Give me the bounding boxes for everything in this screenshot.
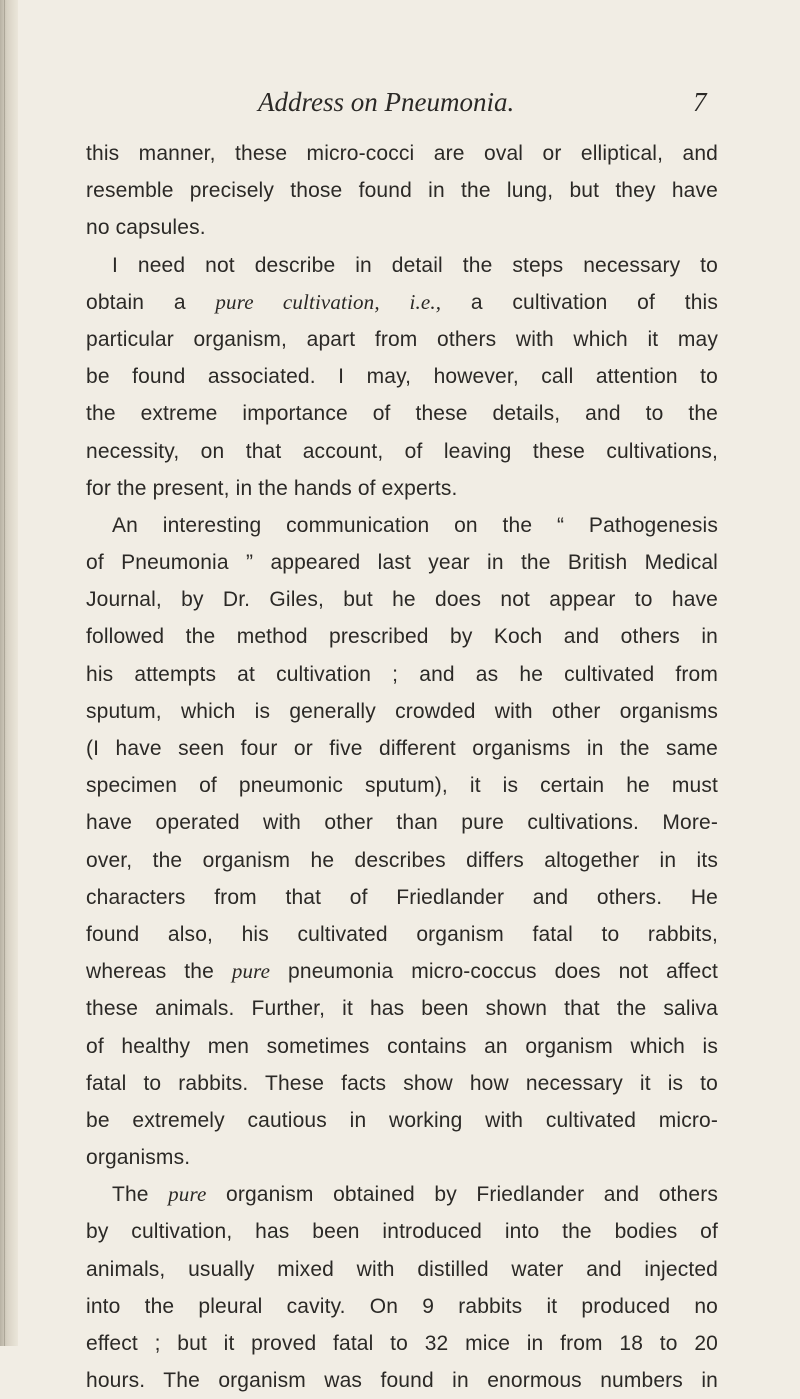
text-line: this manner, these micro-cocci are oval or elliptical, and <box>86 142 718 165</box>
text-line: An interesting communication on the “ Pathogenesis <box>112 513 718 537</box>
text-fragment: a cultivation of this <box>441 290 718 314</box>
italic-text: pure <box>168 1182 207 1207</box>
body-text <box>86 135 718 1399</box>
text-line: Journal, by Dr. Giles, but he does not appear to have <box>86 588 718 612</box>
text-fragment: pneumonia micro-coccus does not affect <box>270 960 718 984</box>
text-line <box>86 284 718 321</box>
text-line: his attempts at cultivation ; and as he cultivated from <box>86 662 718 686</box>
text-line: by cultivation, has been introduced into the bodies of <box>86 1220 718 1244</box>
italic-text: pure <box>231 959 271 984</box>
text-line: be extremely cautious in working with cultivated micro- <box>86 1108 718 1132</box>
text-line: I need not describe in detail the steps necessary to <box>112 253 718 277</box>
text-line: the extreme importance of these details, and to the <box>86 402 718 426</box>
text-fragment: organism obtained by Friedlander and others <box>206 1183 718 1207</box>
text-line: of Pneumonia ” appeared last year in the British Medical <box>86 551 718 575</box>
text-line: characters from that of Friedlander and others. He <box>86 885 718 909</box>
text-line: necessity, on that account, of leaving these cultivations, <box>86 439 718 463</box>
text-line: found also, his cultivated organism fatal to rabbits, <box>86 922 718 946</box>
text-line: have operated with other than pure cultivations. More- <box>86 811 718 835</box>
text-line: particular organism, apart from others with which it may <box>86 327 718 351</box>
binding-edge <box>4 0 5 1346</box>
italic-text: pure cultivation, <box>215 289 380 314</box>
text-fragment: The <box>112 1183 169 1207</box>
text-line: (I have seen four or five different organisms in the same <box>86 737 718 760</box>
text-line: followed the method prescribed by Koch and others in <box>86 625 718 649</box>
text-fragment <box>380 291 410 314</box>
page-number: 7 <box>693 87 707 117</box>
text-line <box>86 953 718 990</box>
text-fragment: whereas the <box>86 960 232 984</box>
running-title: Address on Pneumonia. <box>258 87 515 117</box>
text-line <box>86 1176 718 1213</box>
text-line: sputum, which is generally crowded with other organisms <box>86 699 718 723</box>
text-line: fatal to rabbits. These facts show how necessary it is to <box>86 1071 718 1095</box>
text-line: no capsules. <box>86 216 206 240</box>
text-line: specimen of pneumonic sputum), it is certain he must <box>86 774 718 798</box>
text-fragment: obtain a <box>86 290 216 314</box>
text-line: resemble precisely those found in the lung, but they have <box>86 179 718 203</box>
text-line: effect ; but it proved fatal to 32 mice in from 18 to 20 <box>86 1332 718 1355</box>
italic-text: i.e., <box>409 289 442 314</box>
text-line: be found associated. I may, however, call attention to <box>86 365 718 389</box>
text-line: animals, usually mixed with distilled water and injected <box>86 1257 718 1281</box>
text-line: for the present, in the hands of experts. <box>86 476 458 500</box>
text-line: into the pleural cavity. On 9 rabbits it produced no <box>86 1294 718 1318</box>
running-head <box>0 85 800 125</box>
text-line: hours. The organism was found in enormous numbers in <box>86 1369 718 1393</box>
text-line: these animals. Further, it has been shown that the saliva <box>86 997 718 1021</box>
text-line: organisms. <box>86 1146 191 1170</box>
text-line: over, the organism he describes differs altogether in its <box>86 848 718 872</box>
page-gutter-shadow <box>0 0 18 1346</box>
text-line: of healthy men sometimes contains an organism which is <box>86 1034 718 1058</box>
